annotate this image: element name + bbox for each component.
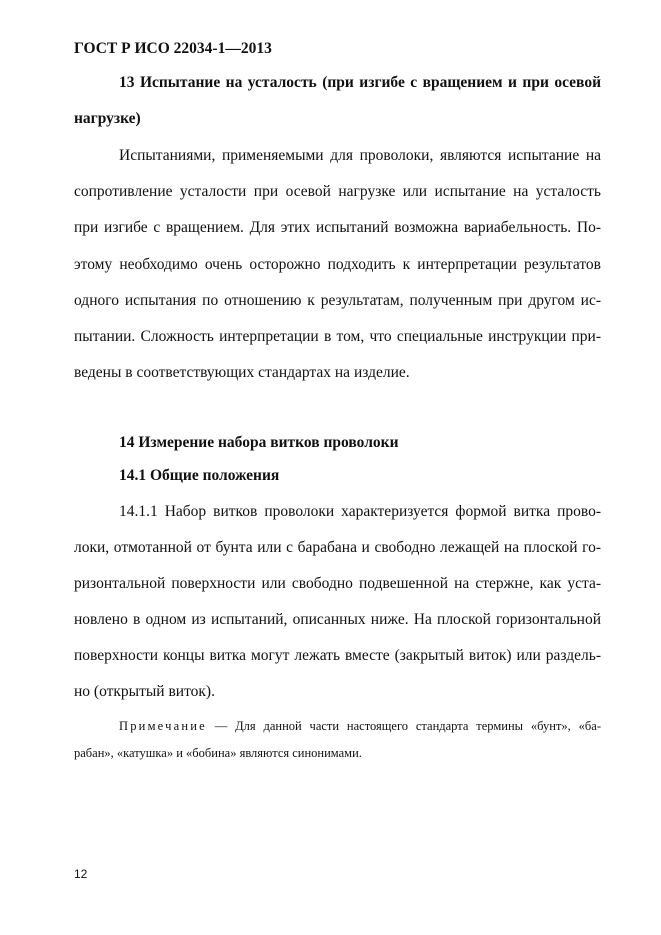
section-13-para-line: сопротивление усталости при осевой нагрузке или испытание на усталость: [74, 183, 601, 200]
standard-header: ГОСТ Р ИСО 22034-1—2013: [74, 40, 272, 57]
page-number: 12: [74, 867, 88, 881]
note-line-2: рабан», «катушка» и «бобина» являются синонимами.: [74, 746, 362, 760]
section-13-para-line: Испытаниями, применяемыми для проволоки, являются испытание на: [119, 147, 601, 164]
note-label: Примечание: [119, 719, 207, 733]
section-14-title: 14 Измерение набора витков проволоки: [119, 434, 399, 451]
section-13-para-line: этому необходимо очень осторожно подходить к интерпретации результатов: [74, 256, 601, 273]
section-14-1-title: 14.1 Общие положения: [119, 467, 280, 484]
section-13-para-line: ведены в соответствующих стандартах на изделие.: [74, 364, 410, 381]
section-13-para-line: при изгибе с вращением. Для этих испытаний возможна вариабельность. По-: [74, 219, 601, 236]
section-14-para-line: 14.1.1 Набор витков проволоки характеризуется формой витка прово-: [119, 503, 601, 520]
section-13-para-line: пытании. Сложность интерпретации в том, что специальные инструкции при-: [74, 328, 601, 345]
section-13-title-line-2: нагрузке): [74, 110, 141, 127]
section-14-para-line: но (открытый виток).: [74, 683, 215, 700]
section-14-para-line: новлено в одном из испытаний, описанных ниже. На плоской горизонтальной: [74, 611, 601, 628]
section-13-para-line: одного испытания по отношению к результатам, полученным при другом ис-: [74, 292, 601, 309]
section-14-para-line: поверхности концы витка могут лежать вместе (закрытый виток) или раздель-: [74, 647, 601, 664]
section-14-para-line: локи, отмотанной от бунта или с барабана и свободно лежащей на плоской го-: [74, 539, 601, 556]
section-13-title-line-1: 13 Испытание на усталость (при изгибе с вращением и при осевой: [119, 74, 601, 91]
note-line-1: [119, 716, 601, 736]
section-14-para-line: ризонтальной поверхности или свободно подвешенной на стержне, как уста-: [74, 575, 601, 592]
note-text: — Для данной части настоящего стандарта термины «бунт», «ба-: [206, 719, 601, 733]
